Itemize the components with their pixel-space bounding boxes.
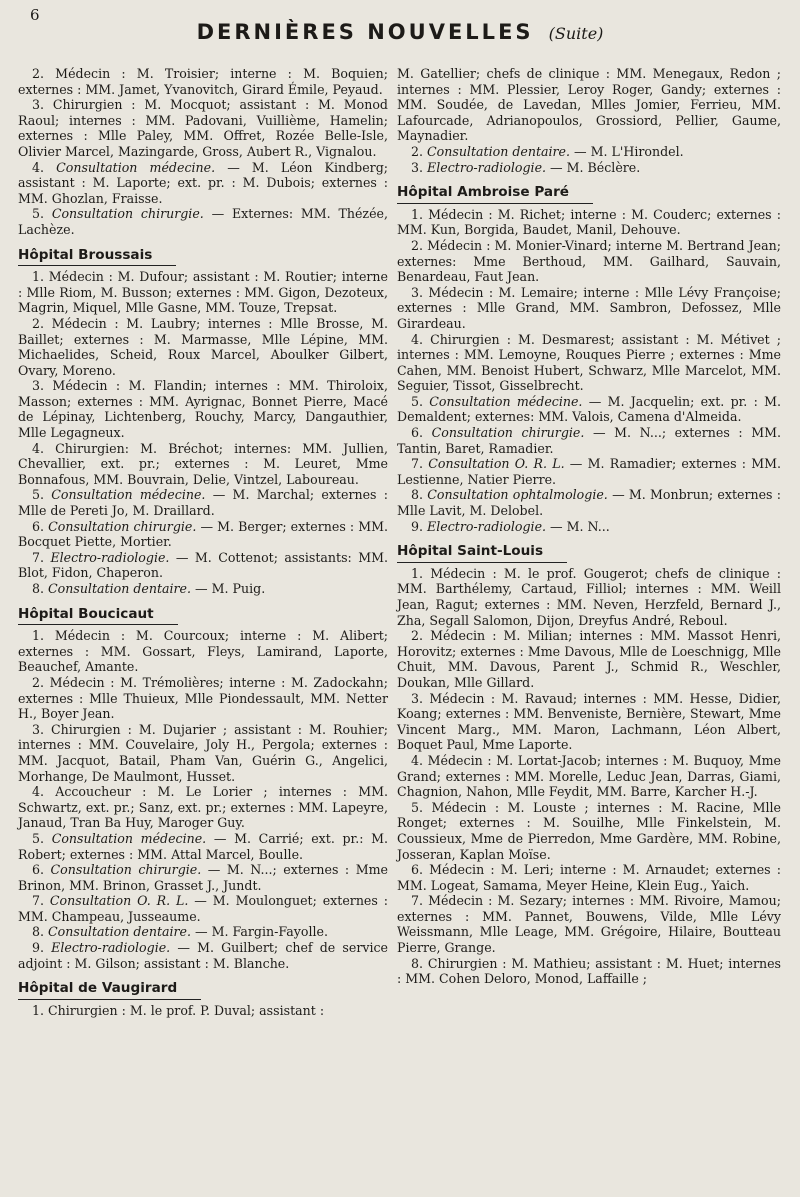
entry-text: 7. bbox=[32, 549, 51, 565]
entry-paragraph bbox=[397, 628, 781, 690]
service-name: Consultation dentaire. bbox=[427, 143, 571, 159]
entry-paragraph bbox=[397, 144, 781, 160]
entry-paragraph bbox=[18, 550, 388, 581]
section-heading: Hôpital de Vaugirard bbox=[18, 981, 201, 1000]
service-name: Consultation médecine. bbox=[51, 830, 207, 846]
entry-text: — M. Léon Kindberg; assistant : M. Laporte; ext. pr. : M. Dubois; externes : MM. Ghozlan, Fraisse. bbox=[18, 159, 388, 206]
entry-text: 6. bbox=[411, 425, 432, 441]
service-name: Consultation médecine. bbox=[51, 487, 206, 503]
service-name: Consultation ophtalmologie. bbox=[427, 487, 608, 503]
entry-text: 8. bbox=[32, 924, 49, 940]
entry-paragraph bbox=[18, 722, 388, 784]
entry-paragraph bbox=[397, 566, 781, 628]
entry-text: 1. Médecin : M. Courcoux; interne : M. Alibert; externes : MM. Gossart, Fleys, Lamirand, Laporte, Beauchef, Amante. bbox=[18, 628, 388, 675]
service-name: Consultation chirurgie. bbox=[51, 206, 204, 222]
service-name: Consultation chirurgie. bbox=[431, 425, 585, 441]
entry-text: 2. Médecin : M. Monier-Vinard; interne M. Bertrand Jean; externes: Mme Berthoud, MM. Gailhard, Sauvain, Benardeau, Faut Jean. bbox=[397, 237, 781, 285]
entry-paragraph bbox=[397, 487, 781, 518]
page-title: DERNIÈRES NOUVELLES bbox=[196, 20, 534, 44]
entry-text: 5. bbox=[32, 206, 52, 222]
entry-text: 2. bbox=[411, 143, 428, 159]
entry-paragraph bbox=[18, 206, 388, 237]
entry-text: 4. Chirurgien : M. Desmarest; assistant : M. Métivet ; internes : MM. Lemoyne, Rouques Pierre ; externes : Mme Cahen, MM. Benoist Hubert, Schwarz, Mlle Marcelot, MM. Seguier, Tissot, Gisselbrecht. bbox=[397, 331, 781, 394]
entry-text: 6. bbox=[32, 518, 49, 534]
entry-text: 5. Médecin : M. Louste ; internes : M. Racine, Mlle Ronget; externes : M. Souilhe, Mlle Finkelstein, M. Coussieux, Mme de Pierredon, Mme Gardère, MM. Robine, Josseran, Kaplan Moïse. bbox=[397, 799, 781, 862]
service-name: Electro-radiologie. bbox=[50, 549, 170, 565]
entry-text: — M. L'Hirondel. bbox=[570, 143, 684, 159]
entry-text: 3. Chirurgien : M. Dujarier ; assistant : M. Rouhier; internes : MM. Couvelaire, Joly H., Pergola; externes : MM. Jacquot, Batail, Pham Van, Guérin G., Angelici, Morhange, De Maulmont, Husset. bbox=[18, 721, 388, 784]
entry-paragraph bbox=[18, 893, 388, 924]
entry-paragraph bbox=[397, 800, 781, 862]
entry-paragraph bbox=[397, 691, 781, 753]
service-name: Consultation dentaire. bbox=[48, 581, 192, 596]
service-name: Consultation chirurgie. bbox=[48, 518, 197, 534]
entry-text: 4. bbox=[32, 159, 57, 175]
entry-paragraph bbox=[397, 66, 781, 144]
entry-text: — M. N...; externes : MM. Tantin, Baret, Ramadier. bbox=[397, 425, 781, 456]
entry-text: — M. Jacquelin; ext. pr. : M. Demaldent; externes: MM. Valois, Camena d'Almeida. bbox=[397, 393, 781, 425]
entry-paragraph bbox=[18, 862, 388, 893]
entry-text: 3. Chirurgien : M. Mocquot; assistant : M. Monod Raoul; internes : MM. Padovani, Vuillième, Hamelin; externes : Mlle Paley, MM. Offret, Rozée Belle-Isle, Olivier Marcel, Mazingarde, Gross, Aubert R., Vignalou. bbox=[18, 97, 388, 159]
entry-text: 4. Accoucheur : M. Le Lorier ; internes : MM. Schwartz, ext. pr.; Sanz, ext. pr.; externes : MM. Lapeyre, Janaud, Tran Ba Huy, Maroger Guy. bbox=[18, 784, 388, 831]
entry-text: 6. bbox=[32, 862, 51, 878]
page-title-suite: (Suite) bbox=[548, 24, 604, 43]
entry-paragraph bbox=[18, 519, 388, 550]
entry-text: 8. Chirurgien : M. Mathieu; assistant : M. Huet; internes : MM. Cohen Deloro, Monod, Laffaille ; bbox=[397, 955, 781, 987]
entry-paragraph bbox=[397, 160, 781, 176]
entry-text: — M. N... bbox=[546, 518, 610, 534]
entry-text: 3. Médecin : M. Lemaire; interne : Mlle Lévy Françoise; externes : Mlle Grand, MM. Sambron, Defossez, Mlle Girardeau. bbox=[397, 284, 781, 331]
entry-text: — M. Monbrun; externes : Mlle Lavit, M. Delobel. bbox=[397, 487, 781, 519]
entry-text: — M. Puig. bbox=[191, 581, 266, 596]
entry-text: — M. Fargin-Fayolle. bbox=[191, 924, 328, 940]
entry-text: — M. Béclère. bbox=[546, 159, 641, 175]
section-heading: Hôpital Boucicaut bbox=[18, 607, 178, 626]
entry-text: 9. bbox=[411, 518, 428, 534]
entry-paragraph bbox=[18, 441, 388, 488]
entry-paragraph bbox=[18, 924, 388, 940]
section-heading-wrap bbox=[18, 238, 388, 270]
entry-text: — Externes: MM. Thézée, Lachèze. bbox=[18, 206, 388, 237]
entry-text: 7. bbox=[411, 456, 429, 472]
service-name: Electro-radiologie. bbox=[51, 940, 171, 956]
entry-paragraph bbox=[397, 332, 781, 394]
entry-paragraph bbox=[18, 1003, 388, 1019]
page-number: 6 bbox=[30, 6, 40, 24]
entry-text: 1. Chirurgien : M. le prof. P. Duval; assistant : bbox=[32, 1002, 325, 1018]
service-name: Consultation chirurgie. bbox=[50, 862, 202, 878]
entry-paragraph bbox=[397, 893, 781, 955]
entry-text: 5. bbox=[411, 393, 430, 409]
entry-text: 5. bbox=[32, 487, 52, 503]
entry-paragraph bbox=[18, 378, 388, 440]
entry-text: — M. Cottenot; assistants: MM. Blot, Fidon, Chaperon. bbox=[18, 549, 388, 581]
entry-text: 3. Médecin : M. Flandin; internes : MM. Thiroloix, Masson; externes : MM. Ayrignac, Bonnet Pierre, Macé de Lépinay, Lichtenberg, Rouchy, Marcy, Dangauthier, Mlle Legagneux. bbox=[18, 378, 388, 441]
entry-text: 4. Chirurgien: M. Bréchot; internes: MM. Jullien, Chevallier, ext. pr.; externes : M. Leuret, Mme Bonnafous, MM. Bouvrain, Delie, Vintzel, Laboureau. bbox=[18, 440, 388, 487]
section-heading-wrap bbox=[18, 597, 388, 629]
entry-paragraph bbox=[18, 97, 388, 159]
section-heading: Hôpital Broussais bbox=[18, 248, 176, 267]
entry-text: 8. bbox=[32, 581, 49, 596]
entry-text: 7. bbox=[32, 893, 50, 909]
entry-paragraph bbox=[397, 753, 781, 800]
entry-text: 6. Médecin : M. Leri; interne : M. Arnaudet; externes : MM. Logeat, Samama, Meyer Heine, Klein Eug., Yaich. bbox=[397, 862, 781, 893]
entry-text: 7. Médecin : M. Sezary; internes : MM. Rivoire, Mamou; externes : MM. Pannet, Bouwens, Vilde, Mlle Lévy Weissmann, Mlle Leage, MM. Grégoire, Hilaire, Boutteau Pierre, Grange. bbox=[397, 893, 781, 956]
section-heading: Hôpital Ambroise Paré bbox=[397, 185, 593, 204]
entry-text: M. Gatellier; chefs de clinique : MM. Menegaux, Redon ; internes : MM. Plessier, Leroy Roger, Gandy; externes : MM. Soudée, de Lavedan, Mlles Jomier, Ferrieu, MM. Lafourcade, Adrianopoulos, Grossiord, Pellier, Gaume, Maynadier. bbox=[397, 66, 781, 144]
service-name: Electro-radiologie. bbox=[427, 518, 547, 534]
entry-paragraph bbox=[397, 456, 781, 487]
entry-paragraph bbox=[397, 207, 781, 238]
page-header bbox=[0, 20, 800, 44]
entry-paragraph bbox=[18, 316, 388, 378]
entry-text: 3. Médecin : M. Ravaud; internes : MM. Hesse, Didier, Koang; externes : MM. Benveniste, Bernière, Stewart, Mme Vincent Marg., MM. Maron, Lachmann, Léon Albert, Boquet Paul, Mme Laporte. bbox=[397, 690, 781, 753]
section-heading-wrap bbox=[397, 175, 781, 207]
service-name: Consultation O. R. L. bbox=[428, 456, 565, 472]
entry-paragraph bbox=[18, 784, 388, 831]
entry-text: — M. Marchal; externes : Mlle de Pereti Jo, M. Draillard. bbox=[18, 487, 389, 519]
entry-text: — M. Ramadier; externes : MM. Lestienne, Natier Pierre. bbox=[397, 456, 781, 487]
entry-paragraph bbox=[397, 238, 781, 285]
service-name: Consultation O. R. L. bbox=[49, 893, 189, 909]
entry-paragraph bbox=[18, 160, 388, 207]
entry-paragraph bbox=[18, 940, 388, 971]
entry-text: 1. Médecin : M. le prof. Gougerot; chefs de clinique : MM. Barthélemy, Cartaud, Filliol; internes : MM. Weill Jean, Ragut; externes : MM. Neven, Herzfeld, Bernard J., Zha, Segall Salomon, Dijon, Dreyfus André, Reboul. bbox=[397, 565, 781, 628]
entry-text: — M. N...; externes : Mme Brinon, MM. Brinon, Grasset J., Jundt. bbox=[18, 862, 388, 893]
section-heading: Hôpital Saint-Louis bbox=[397, 544, 567, 563]
entry-paragraph bbox=[397, 862, 781, 893]
entry-text: 2. Médecin : M. Laubry; internes : Mlle Brosse, M. Baillet; externes : M. Marmasse, Mlle Lépine, MM. Michaelides, Scheid, Roux Marcel, Aboulker Gilbert, Ovary, Moreno. bbox=[18, 315, 388, 378]
entry-paragraph bbox=[397, 285, 781, 332]
right-column bbox=[397, 66, 781, 987]
entry-paragraph bbox=[18, 487, 388, 518]
entry-text: 3. bbox=[411, 159, 428, 175]
service-name: Consultation dentaire. bbox=[48, 924, 192, 940]
entry-paragraph bbox=[397, 519, 781, 535]
entry-paragraph bbox=[18, 66, 388, 97]
entry-text: 9. bbox=[32, 940, 52, 956]
entry-paragraph bbox=[18, 831, 388, 862]
entry-text: 2. Médecin : M. Milian; internes : MM. Massot Henri, Horovitz; externes : Mme Davous, Mlle de Loeschnigg, Mlle Chuit, MM. Davous, Parent J., Schmid R., Weschler, Doukan, Mlle Gillard. bbox=[397, 628, 781, 690]
entry-text: 8. bbox=[411, 487, 428, 503]
entry-text: — M. Guilbert; chef de service adjoint : M. Gilson; assistant : M. Blanche. bbox=[18, 940, 388, 971]
entry-paragraph bbox=[18, 581, 388, 597]
service-name: Electro-radiologie. bbox=[427, 159, 547, 175]
entry-paragraph bbox=[18, 269, 388, 316]
entry-text: — M. Berger; externes : MM. Bocquet Piette, Mortier. bbox=[18, 518, 388, 550]
service-name: Consultation médecine. bbox=[56, 159, 216, 175]
entry-paragraph bbox=[397, 425, 781, 456]
entry-text: 4. Médecin : M. Lortat-Jacob; internes : M. Buquoy, Mme Grand; externes : MM. Morelle, Leduc Jean, Darras, Giami, Chagnion, Nahon, Mlle Feydit, MM. Barre, Karcher H.-J. bbox=[397, 752, 781, 800]
section-heading-wrap bbox=[397, 534, 781, 566]
entry-text: 1. Médecin : M. Dufour; assistant : M. Routier; interne : Mlle Riom, M. Busson; externes : MM. Gigon, Dezoteux, Magrin, Miquel, Mlle Gasne, MM. Touze, Trepsat. bbox=[18, 269, 388, 316]
entry-paragraph bbox=[397, 956, 781, 987]
entry-text: 5. bbox=[32, 830, 52, 846]
entry-text: 2. Médecin : M. Trémolières; interne : M. Zadockahn; externes : Mlle Thuieux, Mlle Piondessault, MM. Netter H., Boyer Jean. bbox=[18, 674, 388, 722]
left-column bbox=[18, 66, 388, 1018]
section-heading-wrap bbox=[18, 971, 388, 1003]
entry-text: — M. Carrié; ext. pr.: M. Robert; externes : MM. Attal Marcel, Boulle. bbox=[18, 830, 388, 862]
service-name: Consultation médecine. bbox=[429, 393, 583, 409]
entry-text: 1. Médecin : M. Richet; interne : M. Couderc; externes : MM. Kun, Borgida, Baudet, Manil, Dehouve. bbox=[397, 206, 781, 238]
entry-paragraph bbox=[18, 628, 388, 675]
entry-text: — M. Moulonguet; externes : MM. Champeau, Jusseaume. bbox=[18, 893, 388, 924]
entry-text: 2. Médecin : M. Troisier; interne : M. Boquien; externes : MM. Jamet, Yvanovitch, Girard Émile, Peyaud. bbox=[18, 66, 388, 97]
entry-paragraph bbox=[18, 675, 388, 722]
entry-paragraph bbox=[397, 394, 781, 425]
